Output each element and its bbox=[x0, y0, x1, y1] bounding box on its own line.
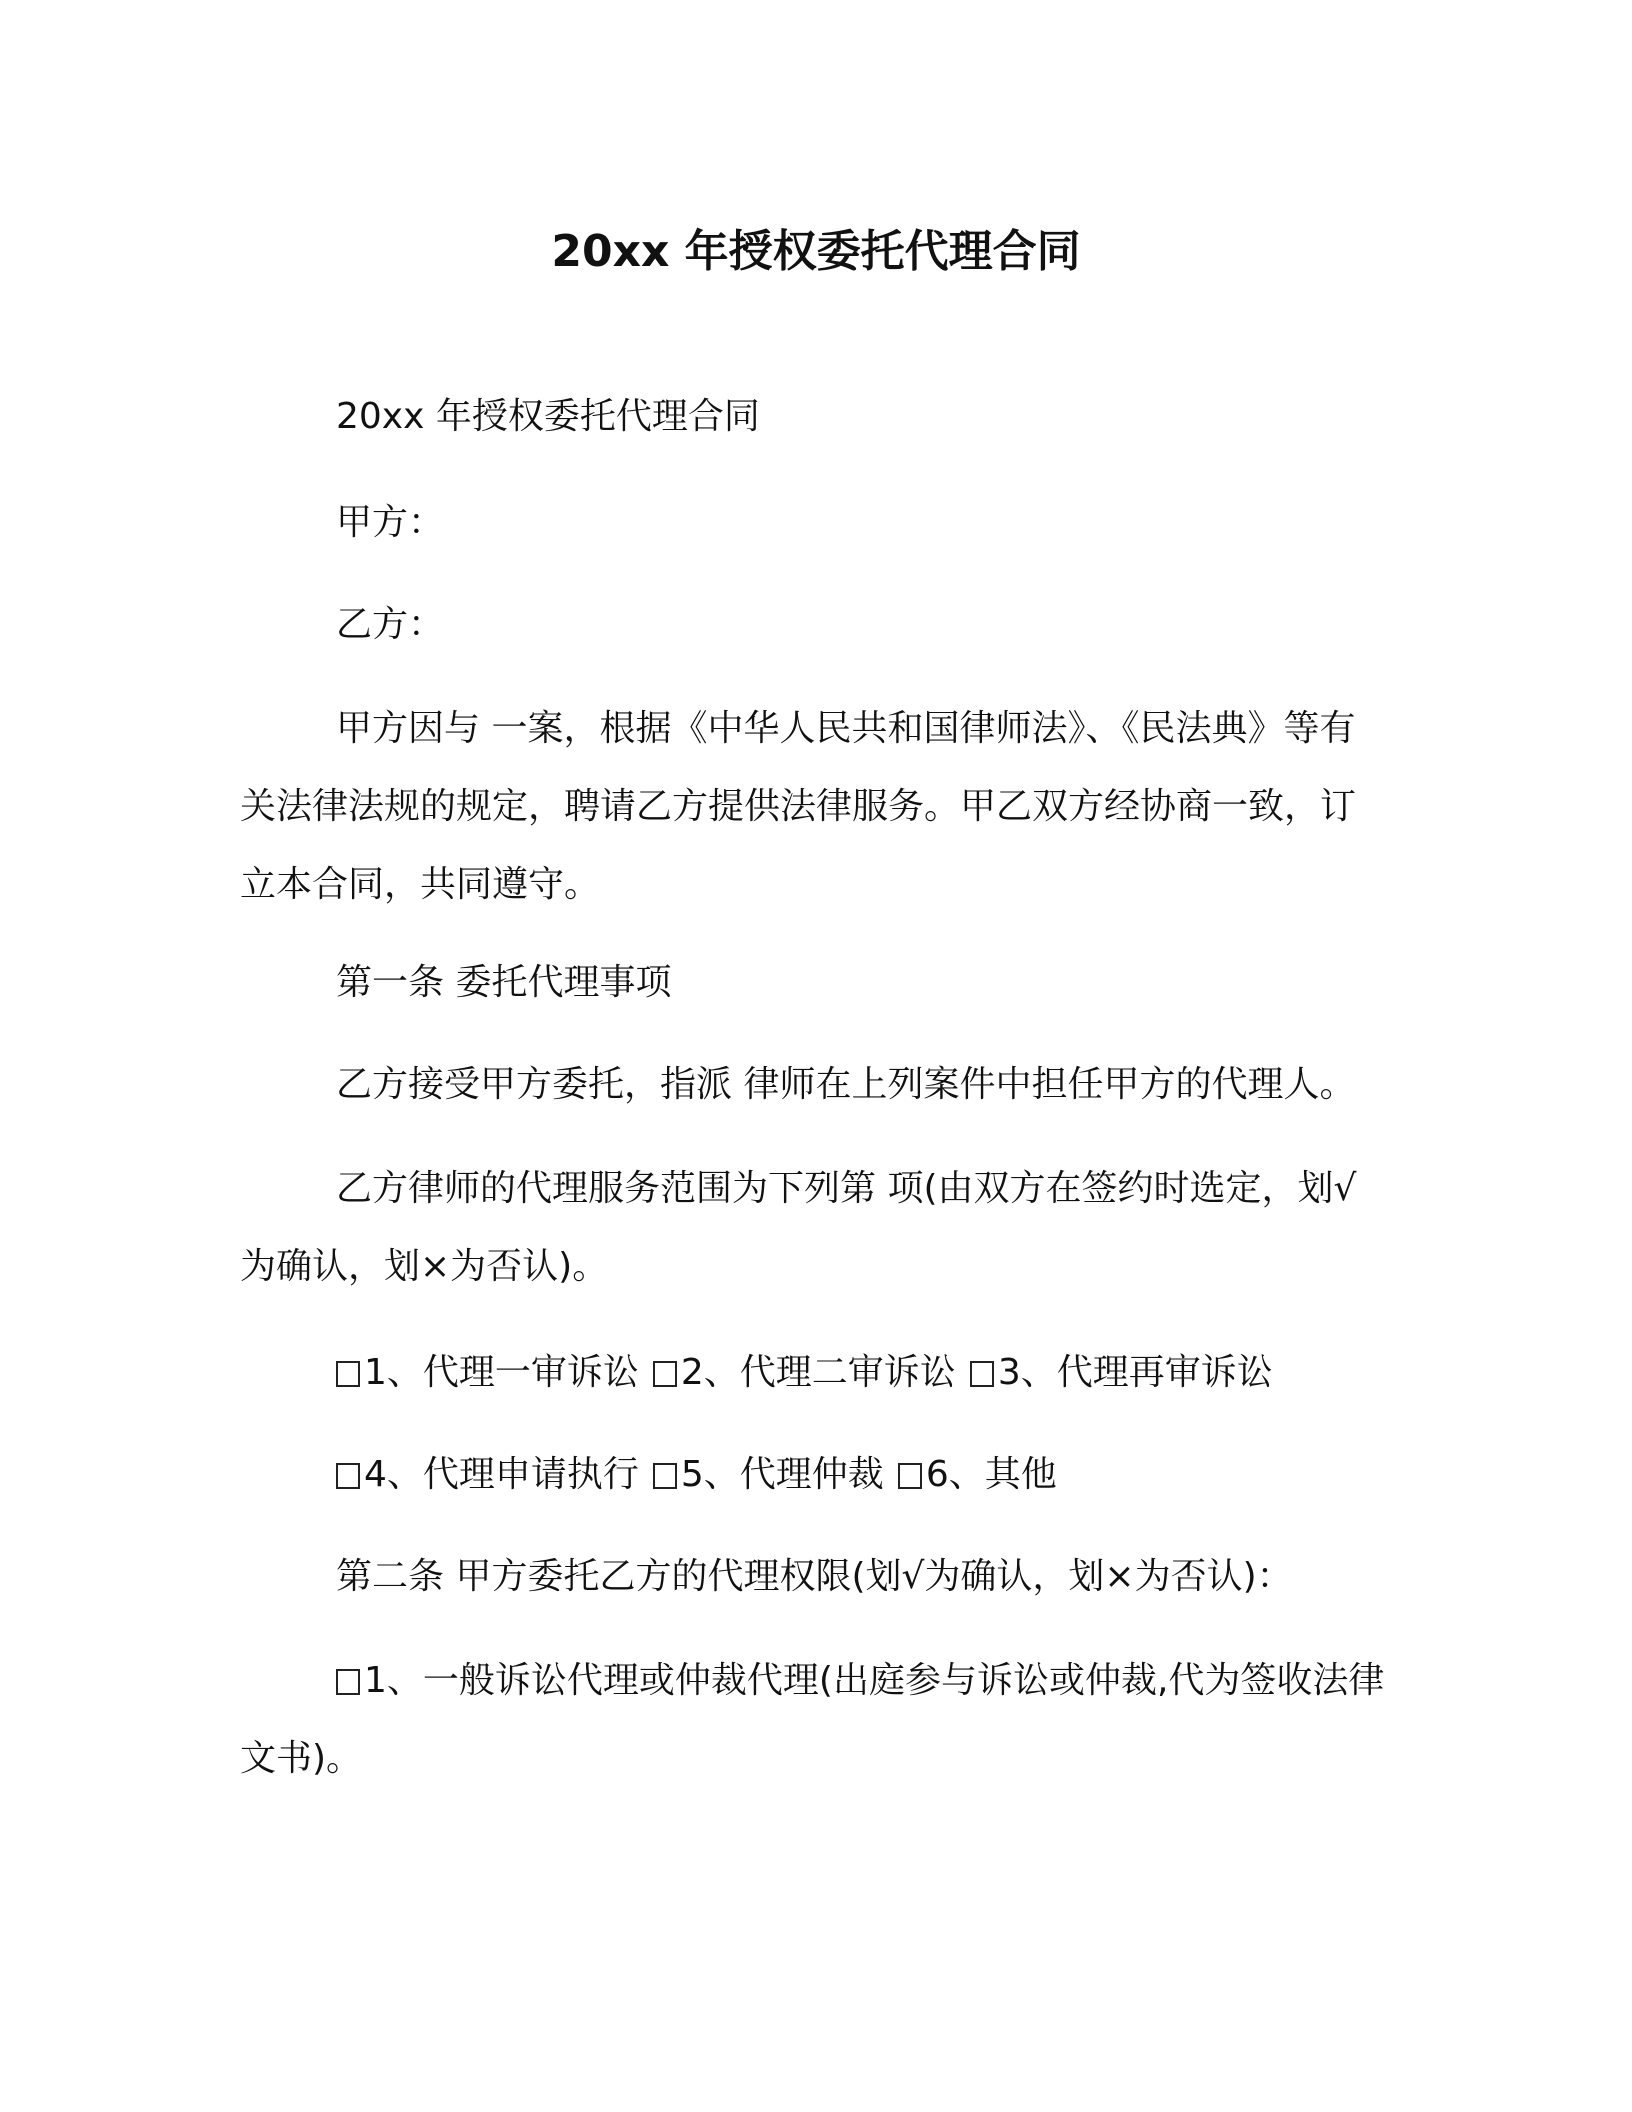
article-2-heading: 第二条 甲方委托乙方的代理权限(划√为确认，划×为否认)： bbox=[336, 1556, 1293, 1597]
article-1-heading: 第一条 委托代理事项 bbox=[336, 962, 672, 1003]
option-5-label: 5、代理仲裁 bbox=[680, 1454, 884, 1495]
party-b-label: 乙方： bbox=[336, 604, 445, 645]
option-4-label: 4、代理申请执行 bbox=[364, 1454, 639, 1495]
scope-paragraph: 乙方律师的代理服务范围为下列第 项(由双方在签约时选定，划√为确认，划×为否认)。 bbox=[240, 1168, 1357, 1287]
option-6-label: 6、其他 bbox=[925, 1454, 1057, 1495]
checkbox-option-4[interactable] bbox=[336, 1463, 360, 1489]
option-2-label: 2、代理二审诉讼 bbox=[680, 1352, 956, 1393]
authority-item-1-text: 1、一般诉讼代理或仲裁代理(出庭参与诉讼或仲裁,代为签收法律文书)。 bbox=[240, 1660, 1385, 1779]
checkbox-option-5[interactable] bbox=[653, 1463, 677, 1489]
document-subtitle: 20xx 年授权委托代理合同 bbox=[336, 396, 760, 437]
checkbox-option-6[interactable] bbox=[898, 1463, 922, 1489]
checkbox-option-1[interactable] bbox=[336, 1361, 360, 1387]
options-row-2 bbox=[336, 1436, 1057, 1514]
article-1-text: 乙方接受甲方委托，指派 律师在上列案件中担任甲方的代理人。 bbox=[336, 1064, 1356, 1105]
checkbox-option-3[interactable] bbox=[970, 1361, 994, 1387]
option-3-label: 3、代理再审诉讼 bbox=[997, 1352, 1273, 1393]
authority-item-1 bbox=[240, 1642, 1390, 1798]
party-a-label: 甲方： bbox=[336, 502, 445, 543]
checkbox-authority-1[interactable] bbox=[336, 1669, 360, 1695]
checkbox-option-2[interactable] bbox=[653, 1361, 677, 1387]
options-row-1 bbox=[336, 1334, 1273, 1412]
intro-paragraph: 甲方因与 一案，根据《中华人民共和国律师法》、《民法典》等有关法律法规的规定，聘请乙方提供法律服务。甲乙双方经协商一致，订立本合同，共同遵守。 bbox=[240, 708, 1357, 905]
option-1-label: 1、代理一审诉讼 bbox=[364, 1352, 639, 1393]
document-title: 20xx 年授权委托代理合同 bbox=[551, 226, 1081, 277]
